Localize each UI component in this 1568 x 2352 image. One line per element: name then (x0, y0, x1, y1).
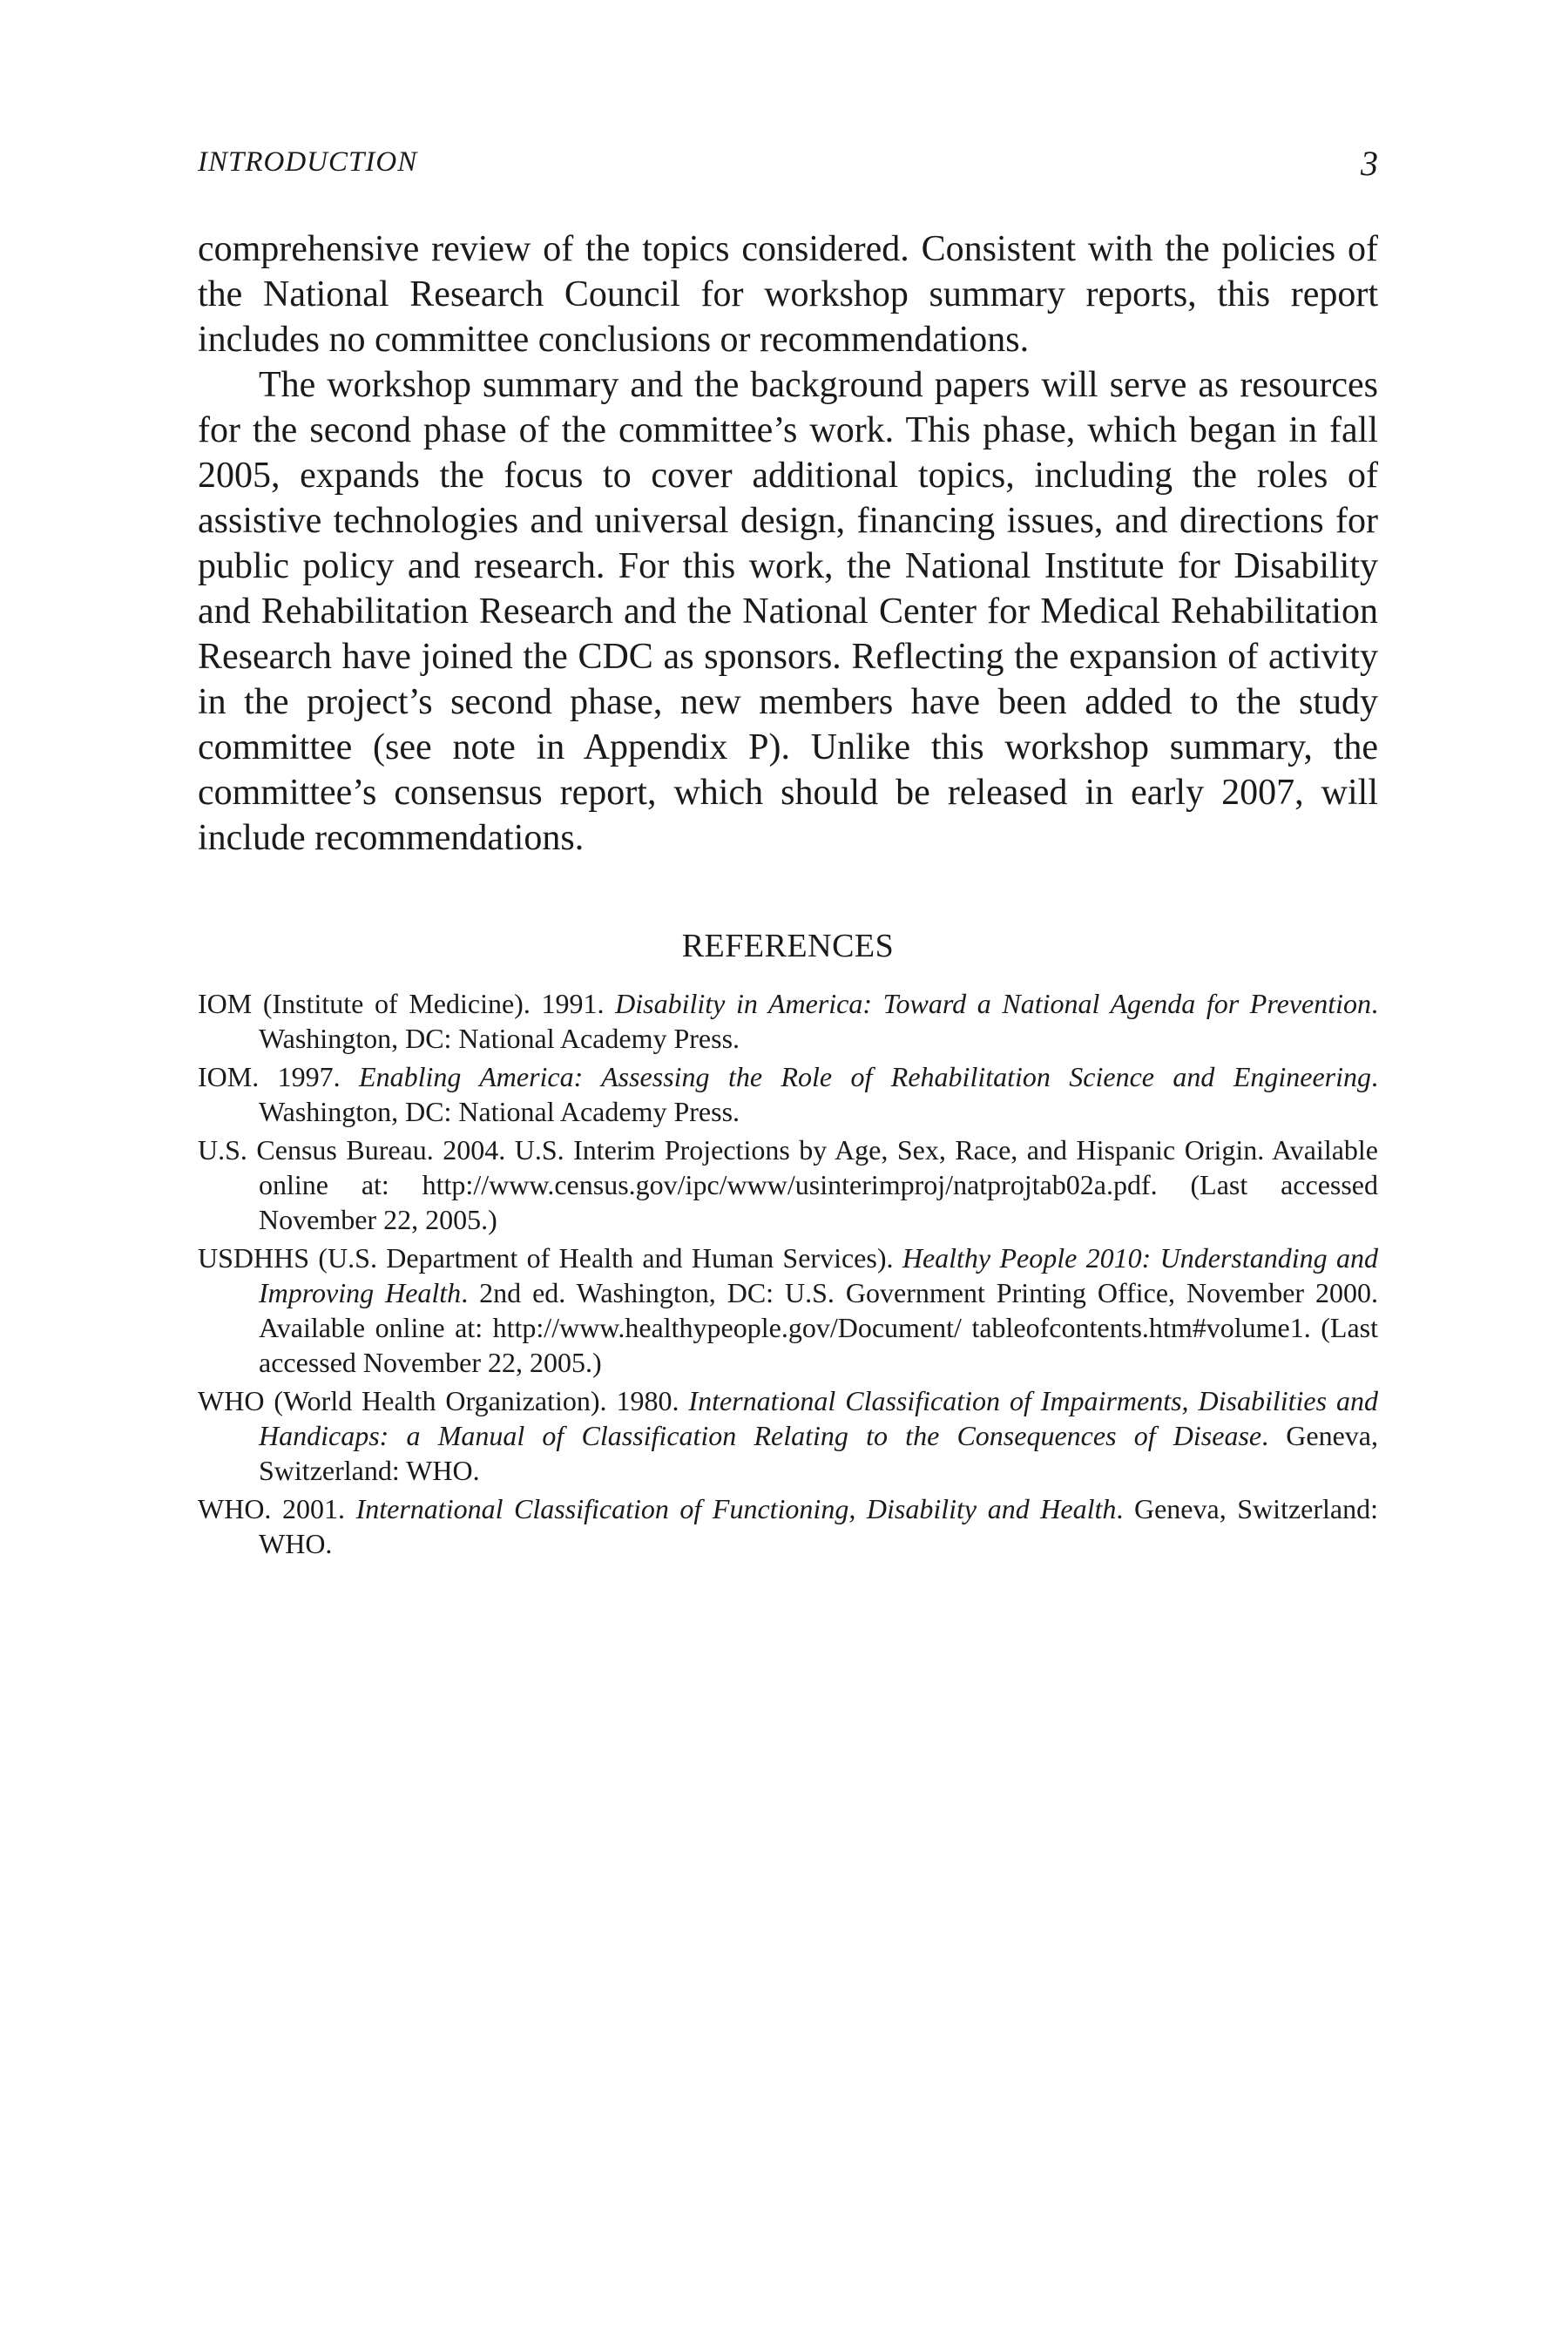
paragraph-continued: comprehensive review of the topics considered. Consistent with the policies of the National Research Council for workshop summary reports, this report includes no committee conclusions or recommendations. (198, 229, 1378, 360)
reference-tail: . 2nd ed. Washington, DC: U.S. Government Printing Office, November 2000. Available online at: http://www.healthypeople.gov/Document/ tableofcontents.htm#volume1. (Last accessed November 22, 2005.) (259, 1277, 1379, 1378)
reference-item (198, 1383, 1378, 1488)
reference-title: Disability in America: Toward a National Agenda for Prevention (615, 988, 1372, 1019)
running-head (198, 139, 1378, 192)
reference-tail: . Geneva, Switzerland: WHO. (259, 1493, 1379, 1559)
running-title: INTRODUCTION (198, 146, 418, 178)
document-page (198, 139, 1378, 1565)
reference-tail: . Washington, DC: National Academy Press. (259, 1061, 1379, 1127)
reference-item (198, 1491, 1378, 1561)
reference-tail: . Washington, DC: National Academy Press. (259, 988, 1379, 1054)
reference-lead: USDHHS (U.S. Department of Health and Human Services). (198, 1242, 902, 1274)
reference-title: International Classification of Functioning, Disability and Health (355, 1493, 1117, 1524)
reference-lead: WHO (World Health Organization). 1980. (198, 1385, 689, 1416)
reference-item (198, 1132, 1378, 1237)
page-number: 3 (1361, 144, 1378, 183)
reference-tail: . Geneva, Switzerland: WHO. (259, 1420, 1378, 1486)
reference-title: Enabling America: Assessing the Role of Rehabilitation Science and Engineering (359, 1061, 1372, 1092)
reference-title: International Classification of Impairments, Disabilities and Handicaps: a Manual of Classification Relating to the Consequences of Disease (259, 1385, 1379, 1451)
reference-lead: U.S. Census Bureau. 2004. U.S. Interim Projections by Age, Sex, Race, and Hispanic Origin. Available online at: http://www.census.gov/ipc/www/usinterimproj/natprojtab02a.pdf. (Last accessed November 22, 2005.) (198, 1134, 1378, 1235)
reference-lead: IOM (Institute of Medicine). 1991. (198, 988, 616, 1019)
body-text (198, 226, 1378, 861)
reference-lead: WHO. 2001. (198, 1493, 356, 1524)
reference-item (198, 1059, 1378, 1129)
reference-title: Healthy People 2010: Understanding and Improving Health (259, 1242, 1379, 1308)
reference-lead: IOM. 1997. (198, 1061, 360, 1092)
references-heading: REFERENCES (681, 928, 895, 964)
reference-item (198, 1240, 1378, 1380)
references-list (198, 986, 1378, 1561)
reference-item (198, 986, 1378, 1056)
paragraph-workshop-summary: The workshop summary and the background papers will serve as resources for the second phase of the committee’s work. This phase, which began in fall 2005, expands the focus to cover additional topics, including the roles of assistive technologies and universal design, financing issues, and directions for public policy and research. For this work, the National Institute for Disability and Rehabilitation Research and the National Center for Medical Rehabilitation Research have joined the CDC as sponsors. Reflecting the expansion of activity in the project’s second phase, new members have been added to the study committee (see note in Appendix P). Unlike this workshop summary, the committee’s consensus report, which should be released in early 2007, will include recommendations. (198, 365, 1378, 858)
